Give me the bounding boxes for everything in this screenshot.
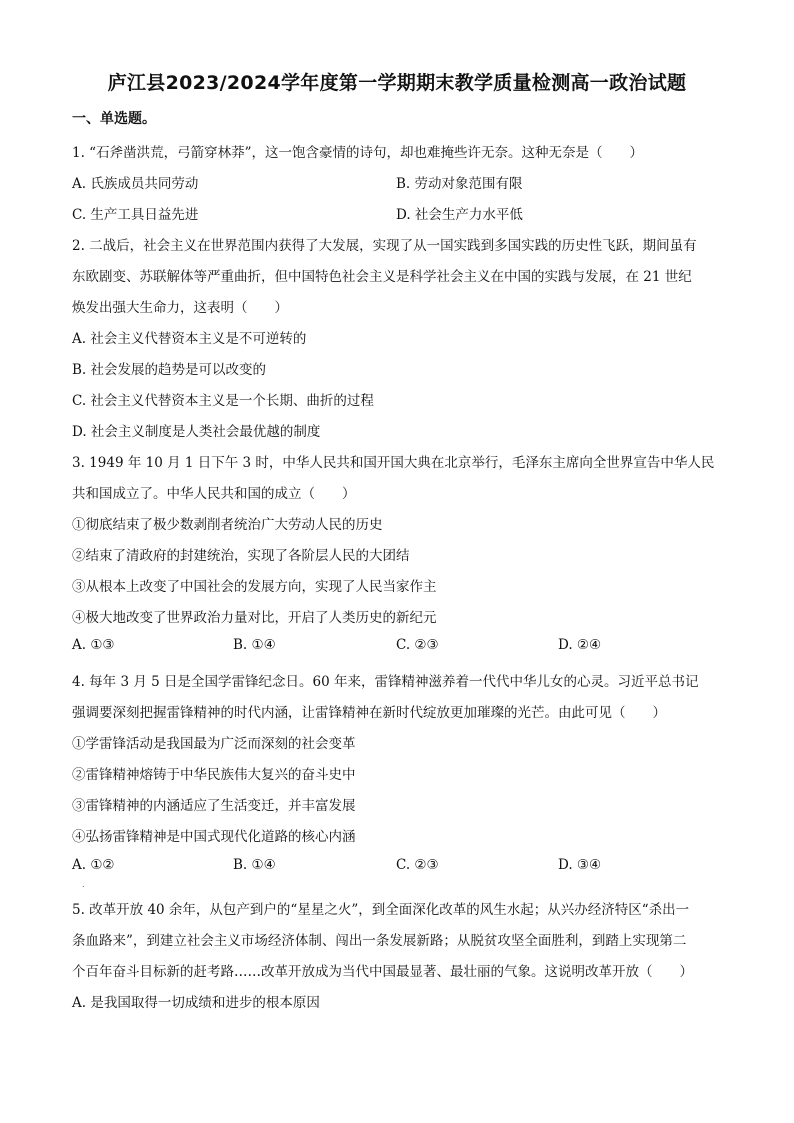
q4-option-b: B. ①④ (233, 857, 276, 873)
q2-option-d: D. 社会主义制度是人类社会最优越的制度 (72, 424, 321, 440)
q3-item-2: ②结束了清政府的封建统治，实现了各阶层人民的大团结 (72, 548, 410, 564)
q2-stem-line-3: 焕发出强大生命力，这表明（ ） (72, 300, 288, 316)
q3-item-1: ①彻底结束了极少数剥削者统治广大劳动人民的历史 (72, 517, 383, 533)
q2-option-a: A. 社会主义代替资本主义是不可逆转的 (72, 331, 307, 347)
q5-stem-line-3: 个百年奋斗目标新的赶考路……改革开放成为当代中国最显著、最壮丽的气象。这说明改革开放（ ） (72, 964, 693, 980)
stray-mark: . (82, 880, 85, 889)
q4-option-c: C. ②③ (396, 857, 439, 873)
q4-stem-line-2: 强调要深刻把握雷锋精神的时代内涵，让雷锋精神在新时代绽放更加璀璨的光芒。由此可见（ ） (72, 705, 666, 721)
q3-option-b: B. ①④ (233, 637, 276, 653)
q2-option-c: C. 社会主义代替资本主义是一个长期、曲折的过程 (72, 393, 374, 409)
q3-stem-line-1: 3. 1949 年 10 月 1 日下午 3 时，中华人民共和国开国大典在北京举行，毛泽东主席向全世界宣告中华人民 (72, 455, 715, 471)
q3-option-d: D. ②④ (558, 637, 602, 653)
q3-option-c: C. ②③ (396, 637, 439, 653)
q5-stem-line-1: 5. 改革开放 40 余年，从包产到户的“星星之火”，到全面深化改革的风生水起；从兴办经济特区“杀出一 (72, 902, 690, 918)
q4-option-a: A. ①② (72, 857, 115, 873)
q5-option-a: A. 是我国取得一切成绩和进步的根本原因 (72, 995, 320, 1011)
q3-stem-line-2: 共和国成立了。中华人民共和国的成立（ ） (72, 486, 356, 502)
q2-option-b: B. 社会发展的趋势是可以改变的 (72, 362, 267, 378)
q1-option-b: B. 劳动对象范围有限 (396, 176, 523, 192)
q3-item-3: ③从根本上改变了中国社会的发展方向，实现了人民当家作主 (72, 579, 437, 595)
q1-stem: 1. “石斧凿洪荒，弓箭穿林莽”，这一饱含豪情的诗句，却也难掩些许无奈。这种无奈是（ ） (72, 145, 643, 161)
q4-item-3: ③雷锋精神的内涵适应了生活变迁，并丰富发展 (72, 798, 356, 814)
q4-option-d: D. ③④ (558, 857, 602, 873)
page-title: 庐江县2023/2024学年度第一学期期末教学质量检测高一政治试题 (107, 72, 687, 94)
q2-stem-line-1: 2. 二战后，社会主义在世界范围内获得了大发展，实现了从一国实践到多国实践的历史性飞跃，期间虽有 (72, 238, 697, 254)
q3-item-4: ④极大地改变了世界政治力量对比，开启了人类历史的新纪元 (72, 610, 437, 626)
q4-item-2: ②雷锋精神熔铸于中华民族伟大复兴的奋斗史中 (72, 767, 356, 783)
q1-option-a: A. 氏族成员共同劳动 (72, 176, 199, 192)
section-heading: 一、单选题。 (72, 111, 156, 127)
q2-stem-line-2: 东欧剧变、苏联解体等严重曲折，但中国特色社会主义是科学社会主义在中国的实践与发展，在 21 世纪 (72, 269, 692, 285)
q1-option-c: C. 生产工具日益先进 (72, 207, 199, 223)
q3-option-a: A. ①③ (72, 637, 115, 653)
q4-item-4: ④弘扬雷锋精神是中国式现代化道路的核心内涵 (72, 829, 356, 845)
q4-item-1: ①学雷锋活动是我国最为广泛而深刻的社会变革 (72, 736, 356, 752)
q1-option-d: D. 社会生产力水平低 (396, 207, 523, 223)
q4-stem-line-1: 4. 每年 3 月 5 日是全国学雷锋纪念日。60 年来，雷锋精神滋养着一代代中华儿女的心灵。习近平总书记 (72, 674, 699, 690)
q5-stem-line-2: 条血路来”，到建立社会主义市场经济体制、闯出一条发展新路；从脱贫攻坚全面胜利，到踏上实现第二 (72, 933, 687, 949)
